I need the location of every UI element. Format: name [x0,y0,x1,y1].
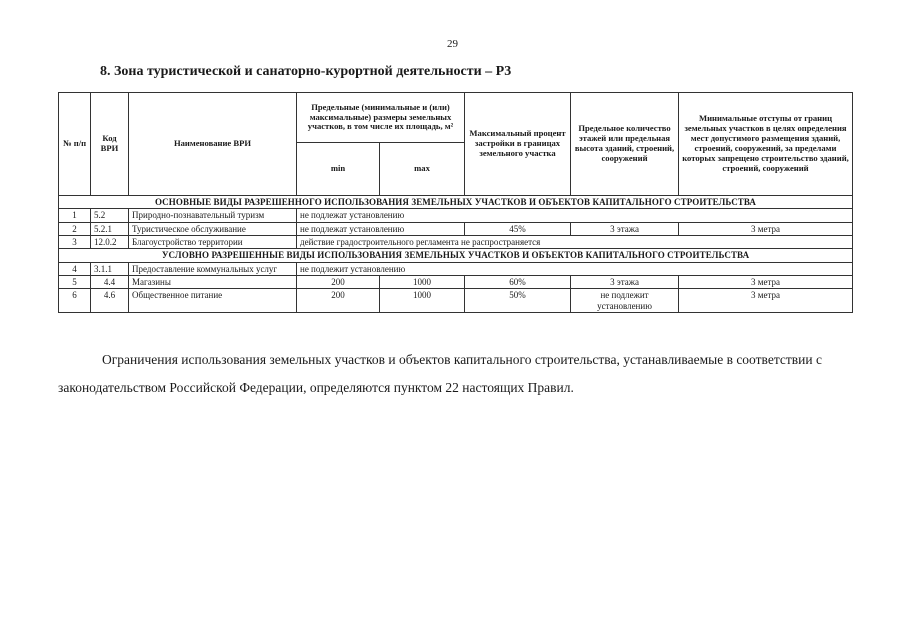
table-row [59,236,853,249]
header-min: min [297,143,380,196]
row-code: 3.1.1 [91,262,129,275]
row-name: Магазины [129,276,297,289]
row-code: 5.2 [91,209,129,222]
row-note: действие градостроительного регламента не распространяется [297,236,853,249]
row-num: 6 [59,289,91,313]
table-row [59,209,853,222]
row-num: 5 [59,276,91,289]
table-row [59,276,853,289]
row-floors: 3 этажа [571,276,679,289]
row-num: 3 [59,236,91,249]
row-name: Общественное питание [129,289,297,313]
page-number: 29 [447,38,458,50]
row-code: 4.6 [91,289,129,313]
row-max: 1000 [380,276,465,289]
header-setbacks: Минимальные отступы от границ земельных участков в целях определения мест допустимого размещения зданий, строений, сооружений, за пределами которых запрещено строительство зданий, строений, сооружений [679,93,853,196]
header-name: Наименование ВРИ [129,93,297,196]
row-code: 12.0.2 [91,236,129,249]
row-num: 4 [59,262,91,275]
row-name: Предоставление коммунальных услуг [129,262,297,275]
row-setbacks: 3 метра [679,276,853,289]
header-floors: Предельное количество этажей или предельная высота зданий, строений, сооружений [571,93,679,196]
table-row [59,222,853,235]
table-row [59,262,853,275]
row-setbacks: 3 метра [679,289,853,313]
table-row [59,289,853,313]
row-num: 2 [59,222,91,235]
row-note: не подлежит установлению [297,262,853,275]
restrictions-paragraph [58,346,852,402]
header-plot-size: Предельные (минимальные и (или) максимальные) размеры земельных участков, в том числе их площадь, м² [297,93,465,143]
row-max: 1000 [380,289,465,313]
row-floors: 3 этажа [571,222,679,235]
section-conditional-uses: УСЛОВНО РАЗРЕШЕННЫЕ ВИДЫ ИСПОЛЬЗОВАНИЯ ЗЕМЕЛЬНЫХ УЧАСТКОВ И ОБЪЕКТОВ КАПИТАЛЬНОГО СТРОИТЕЛЬСТВА [59,249,853,262]
row-coverage: 60% [465,276,571,289]
header-max: max [380,143,465,196]
row-code: 4.4 [91,276,129,289]
row-num: 1 [59,209,91,222]
row-coverage: 50% [465,289,571,313]
row-coverage: 45% [465,222,571,235]
row-min: 200 [297,276,380,289]
row-floors: не подлежит установлению [571,289,679,313]
restrictions-text: Ограничения использования земельных участков и объектов капитального строительства, устанавливаемые в соответствии с законодательством Российской Федерации, определяются пунктом 22 настоящих Правил. [58,352,822,395]
row-name: Природно-познавательный туризм [129,209,297,222]
zone-regulations-table [58,92,853,313]
header-num: № п/п [59,93,91,196]
row-setbacks: 3 метра [679,222,853,235]
row-code: 5.2.1 [91,222,129,235]
row-note: не подлежат установлению [297,222,465,235]
row-name: Туристическое обслуживание [129,222,297,235]
row-name: Благоустройство территории [129,236,297,249]
section-heading: 8. Зона туристической и санаторно-курортной деятельности – Р3 [100,64,512,79]
row-note: не подлежат установлению [297,209,853,222]
section-main-uses: ОСНОВНЫЕ ВИДЫ РАЗРЕШЕННОГО ИСПОЛЬЗОВАНИЯ ЗЕМЕЛЬНЫХ УЧАСТКОВ И ОБЪЕКТОВ КАПИТАЛЬНОГО СТРОИТЕЛЬСТВА [59,196,853,209]
header-code: Код ВРИ [91,93,129,196]
row-min: 200 [297,289,380,313]
header-coverage: Максимальный процент застройки в границах земельного участка [465,93,571,196]
